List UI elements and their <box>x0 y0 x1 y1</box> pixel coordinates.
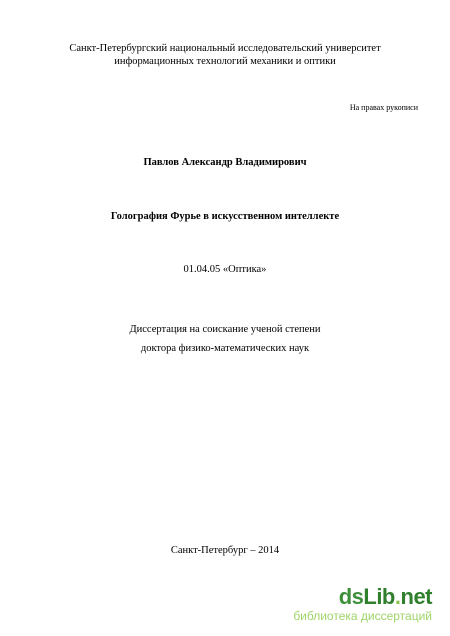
degree-line-2: доктора физико-математических наук <box>140 343 310 354</box>
dslib-watermark <box>293 584 440 628</box>
dslib-tagline: библиотека диссертаций <box>293 609 432 623</box>
dissertation-title: Голография Фурье в искусственном интеллекте <box>110 211 340 222</box>
institution-line-2: информационных технологий механики и оптики <box>114 56 336 67</box>
manuscript-note: На правах рукописи <box>349 103 418 112</box>
place-year: Санкт-Петербург – 2014 <box>170 545 280 556</box>
specialty-code: 01.04.05 «Оптика» <box>183 264 267 275</box>
degree-line-1: Диссертация на соискание ученой степени <box>129 324 321 335</box>
institution-line-1: Санкт-Петербургский национальный исследовательский университет <box>69 43 381 54</box>
dslib-logo: dsLib.net <box>338 584 432 609</box>
author-name: Павлов Александр Владимирович <box>143 157 307 168</box>
